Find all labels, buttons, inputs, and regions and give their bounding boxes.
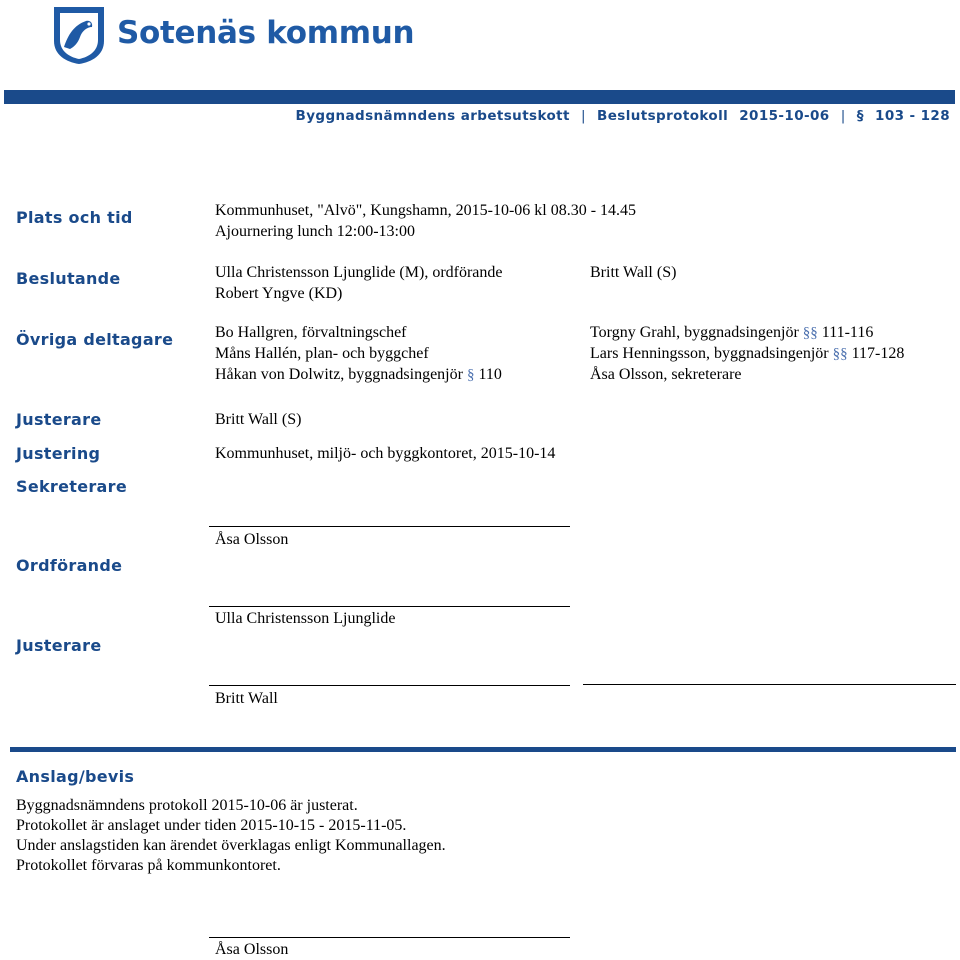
justering-text: Kommunhuset, miljö- och byggkontoret, 2015-10-14 bbox=[215, 445, 556, 462]
label-plats-och-tid: Plats och tid bbox=[16, 208, 133, 227]
label-justering: Justering bbox=[16, 444, 101, 463]
signature-line-ordforande bbox=[209, 606, 570, 607]
signature-name-justerare: Britt Wall bbox=[215, 690, 278, 707]
participant-name: Håkan von Dolwitz, byggnadsingenjör bbox=[215, 366, 463, 383]
label-justerare: Justerare bbox=[16, 410, 102, 429]
ovriga-left-2 bbox=[215, 343, 429, 364]
justerare-name: Britt Wall (S) bbox=[215, 411, 302, 428]
municipality-logo bbox=[52, 5, 106, 65]
paragraph-sign: § bbox=[856, 108, 864, 124]
signature-name-ordforande: Ulla Christensson Ljunglide bbox=[215, 610, 396, 627]
paragraph-range: 103 - 128 bbox=[875, 108, 950, 124]
label-beslutande: Beslutande bbox=[16, 269, 121, 288]
participant-name: Måns Hallén, plan- och byggchef bbox=[215, 345, 429, 362]
beslutande-left-2: Robert Yngve (KD) bbox=[215, 285, 343, 302]
paragraph-number: 117-128 bbox=[851, 345, 905, 362]
label-ovriga-deltagare: Övriga deltagare bbox=[16, 330, 174, 349]
ovriga-left-3 bbox=[215, 364, 502, 386]
paragraph-sign: §§ bbox=[802, 325, 818, 341]
participant-name: Lars Henningsson, byggnadsingenjör bbox=[590, 345, 829, 362]
label-ordforande: Ordförande bbox=[16, 556, 123, 575]
header-bar bbox=[4, 90, 955, 104]
label-justerare-signature: Justerare bbox=[16, 636, 102, 655]
logo-wordmark: Sotenäs kommun bbox=[117, 15, 415, 51]
ovriga-right-2 bbox=[590, 343, 904, 365]
signature-name-sekreterare: Åsa Olsson bbox=[215, 531, 289, 548]
ovriga-right-3 bbox=[590, 364, 742, 385]
paragraph-sign: § bbox=[466, 367, 475, 383]
paragraph-number: 111-116 bbox=[821, 324, 874, 341]
committee-name: Byggnadsnämndens arbetsutskott bbox=[295, 108, 570, 124]
paragraph-sign: §§ bbox=[832, 346, 848, 362]
coat-of-arms-icon bbox=[52, 5, 106, 65]
document-date: 2015-10-06 bbox=[739, 108, 830, 124]
ovriga-left-1 bbox=[215, 322, 407, 343]
header-separator-2: | bbox=[840, 108, 846, 124]
anslag-line-3: Under anslagstiden kan ärendet överklagas enligt Kommunallagen. bbox=[16, 837, 446, 854]
document-header bbox=[296, 108, 951, 124]
document-type: Beslutsprotokoll bbox=[597, 108, 729, 124]
signature-line-justerare bbox=[209, 685, 570, 686]
anslag-line-1: Byggnadsnämndens protokoll 2015-10-06 är justerat. bbox=[16, 797, 358, 814]
beslutande-left-1: Ulla Christensson Ljunglide (M), ordförande bbox=[215, 264, 503, 281]
signature-line-anslag bbox=[209, 937, 570, 938]
plats-line-2: Ajournering lunch 12:00-13:00 bbox=[215, 223, 415, 240]
anslag-line-2: Protokollet är anslaget under tiden 2015-10-15 - 2015-11-05. bbox=[16, 817, 407, 834]
beslutande-right-1: Britt Wall (S) bbox=[590, 264, 677, 281]
paragraph-number: 110 bbox=[478, 366, 502, 383]
participant-name: Åsa Olsson, sekreterare bbox=[590, 366, 742, 383]
plats-line-1: Kommunhuset, "Alvö", Kungshamn, 2015-10-06 kl 08.30 - 14.45 bbox=[215, 202, 637, 219]
header-separator: | bbox=[580, 108, 586, 124]
section-divider bbox=[10, 747, 956, 752]
ovriga-right-1 bbox=[590, 322, 873, 344]
label-anslag-bevis: Anslag/bevis bbox=[16, 767, 135, 786]
label-sekreterare: Sekreterare bbox=[16, 477, 127, 496]
signature-line-sekreterare bbox=[209, 526, 570, 527]
participant-name: Torgny Grahl, byggnadsingenjör bbox=[590, 324, 799, 341]
participant-name: Bo Hallgren, förvaltningschef bbox=[215, 324, 407, 341]
signature-name-anslag: Åsa Olsson bbox=[215, 941, 289, 958]
signature-line-blank bbox=[583, 684, 956, 685]
anslag-line-4: Protokollet förvaras på kommunkontoret. bbox=[16, 857, 281, 874]
